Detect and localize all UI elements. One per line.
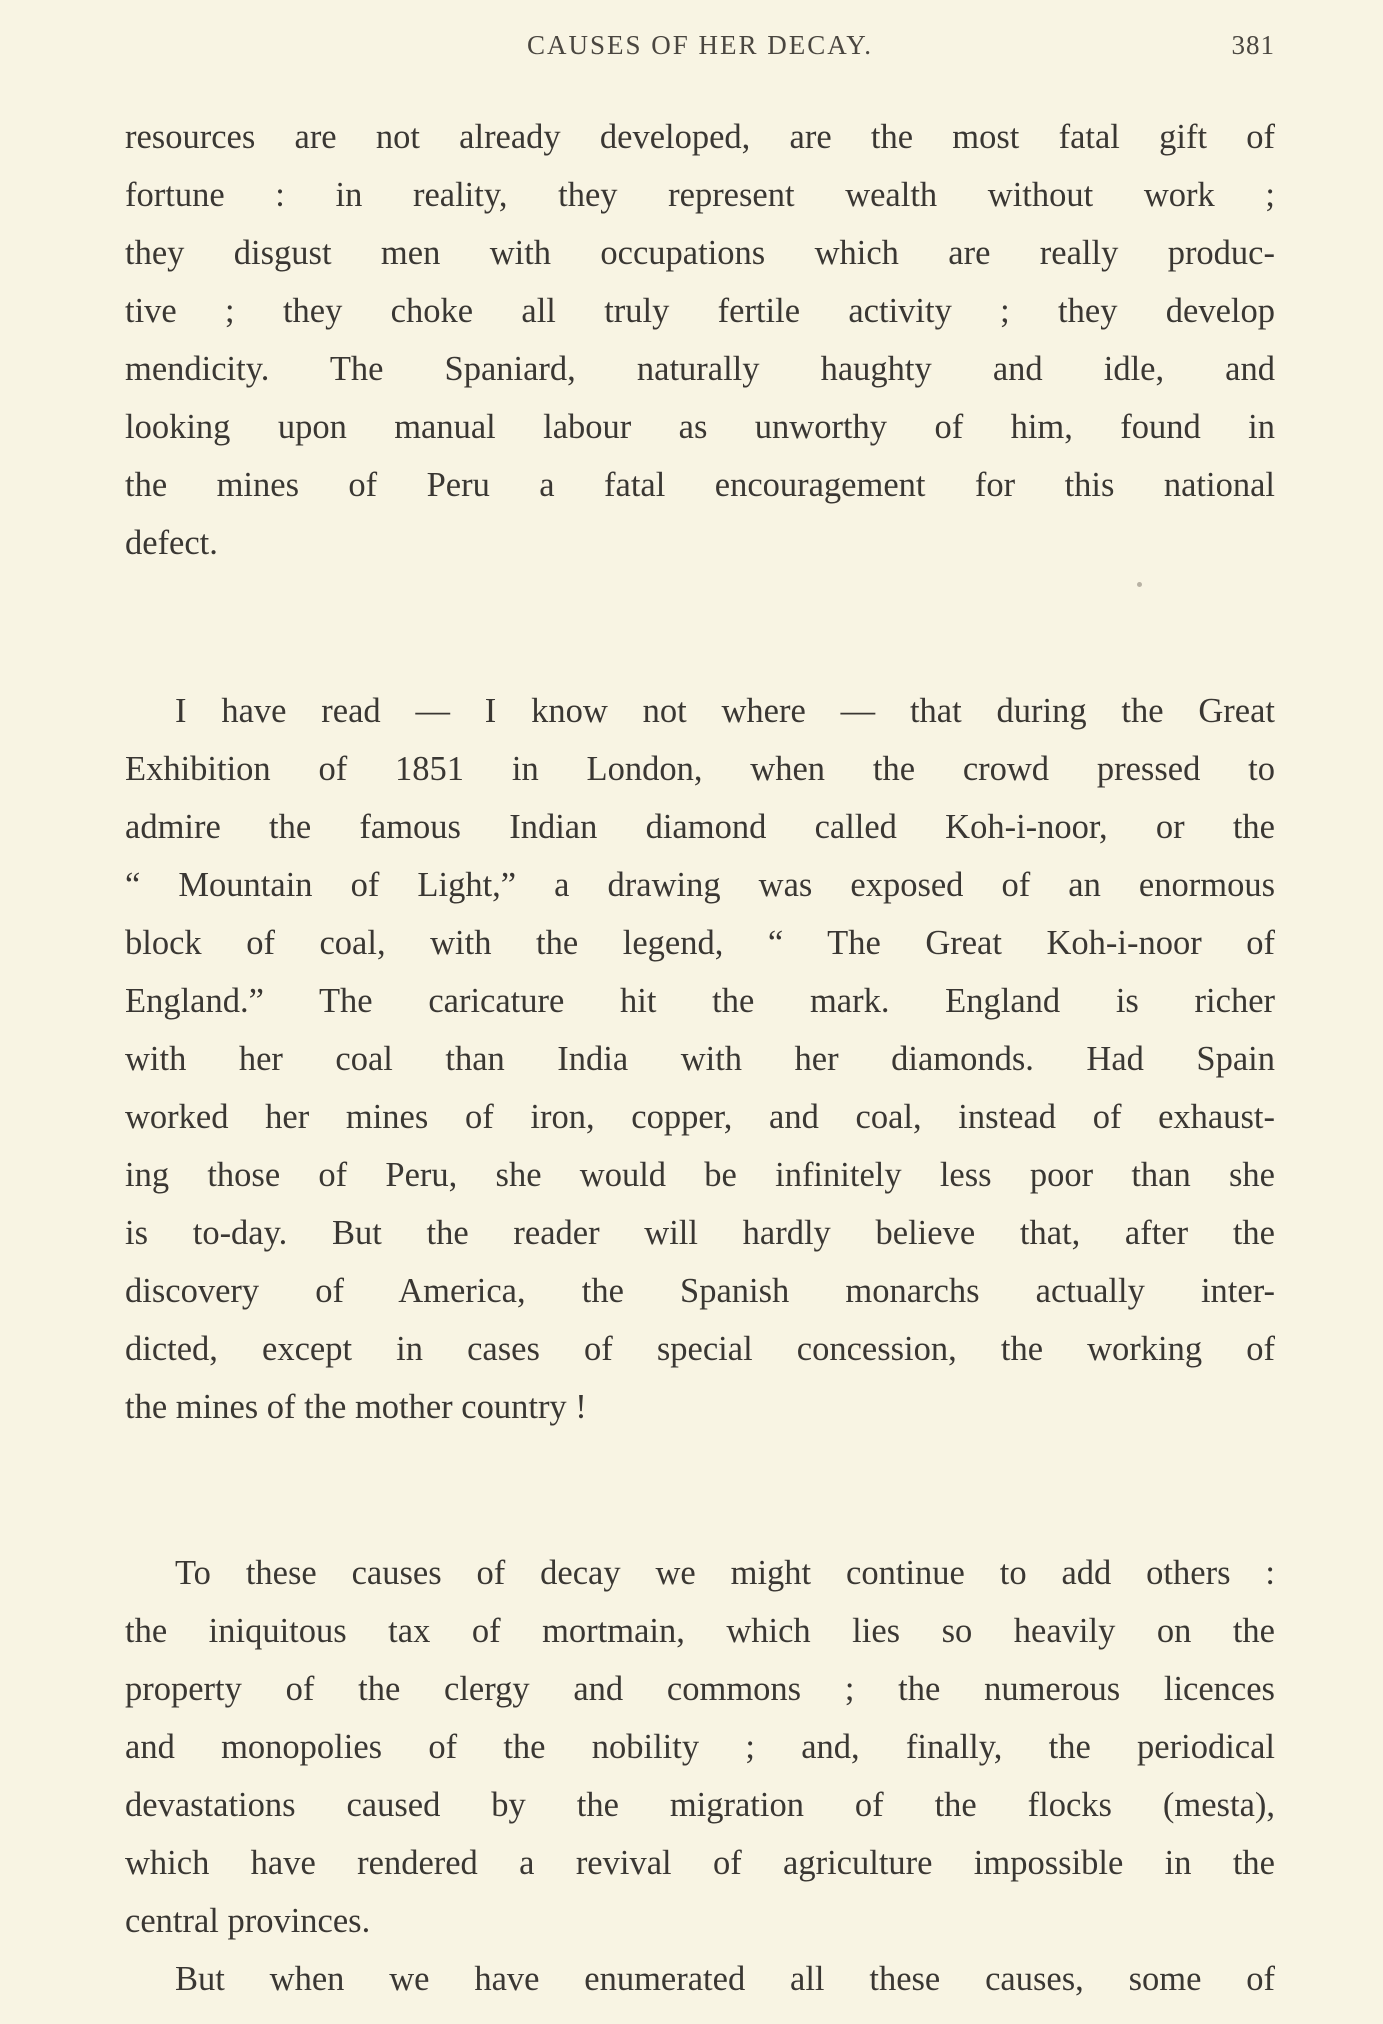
text-line: devastations caused by the migration of the flocks (mesta), xyxy=(125,1786,1275,1824)
text-line: admire the famous Indian diamond called Koh-i-noor, or the xyxy=(125,808,1275,846)
text-line: Exhibition of 1851 in London, when the crowd pressed to xyxy=(125,750,1275,788)
running-head xyxy=(125,30,1275,70)
text-line: the mines of Peru a fatal encouragement for this national xyxy=(125,466,1275,504)
text-line: “ Mountain of Light,” a drawing was exposed of an enormous xyxy=(125,866,1275,904)
text-line: worked her mines of iron, copper, and coal, instead of exhaust- xyxy=(125,1098,1275,1136)
text-line: property of the clergy and commons ; the numerous licences xyxy=(125,1670,1275,1708)
text-line: tive ; they choke all truly fertile activity ; they develop xyxy=(125,292,1275,330)
text-line: To these causes of decay we might continue to add others : xyxy=(175,1554,1275,1592)
body-text xyxy=(125,108,1275,2008)
text-line: which have rendered a revival of agriculture impossible in the xyxy=(125,1844,1275,1882)
text-line: they disgust men with occupations which are really produc- xyxy=(125,234,1275,272)
text-line: fortune : in reality, they represent wealth without work ; xyxy=(125,176,1275,214)
text-line: dicted, except in cases of special concession, the working of xyxy=(125,1330,1275,1368)
text-line: England.” The caricature hit the mark. England is richer xyxy=(125,982,1275,1020)
text-line: I have read — I know not where — that during the Great xyxy=(175,692,1275,730)
paragraph-3 xyxy=(125,1544,1275,1950)
running-title: CAUSES OF HER DECAY. xyxy=(526,30,874,60)
text-line: resources are not already developed, are the most fatal gift of xyxy=(125,118,1275,156)
paragraph-1 xyxy=(125,108,1275,572)
text-line: is to-day. But the reader will hardly believe that, after the xyxy=(125,1214,1275,1252)
text-line: mendicity. The Spaniard, naturally haughty and idle, and xyxy=(125,350,1275,388)
paragraph-2 xyxy=(125,682,1275,1436)
text-line: But when we have enumerated all these causes, some of xyxy=(175,1960,1275,1998)
text-line: with her coal than India with her diamonds. Had Spain xyxy=(125,1040,1275,1078)
text-line: discovery of America, the Spanish monarchs actually inter- xyxy=(125,1272,1275,1310)
text-line: the iniquitous tax of mortmain, which lies so heavily on the xyxy=(125,1612,1275,1650)
text-line: block of coal, with the legend, “ The Great Koh-i-noor of xyxy=(125,924,1275,962)
text-line: the mines of the mother country ! xyxy=(125,1388,587,1426)
text-line: ing those of Peru, she would be infinitely less poor than she xyxy=(125,1156,1275,1194)
text-line: defect. xyxy=(125,524,218,562)
text-line: and monopolies of the nobility ; and, finally, the periodical xyxy=(125,1728,1275,1766)
paragraph-4 xyxy=(125,1950,1275,2008)
page-number: 381 xyxy=(1231,30,1275,60)
paragraph-gap xyxy=(125,572,1275,682)
text-line: central provinces. xyxy=(125,1902,371,1940)
paragraph-gap xyxy=(125,1436,1275,1544)
text-line: looking upon manual labour as unworthy of him, found in xyxy=(125,408,1275,446)
